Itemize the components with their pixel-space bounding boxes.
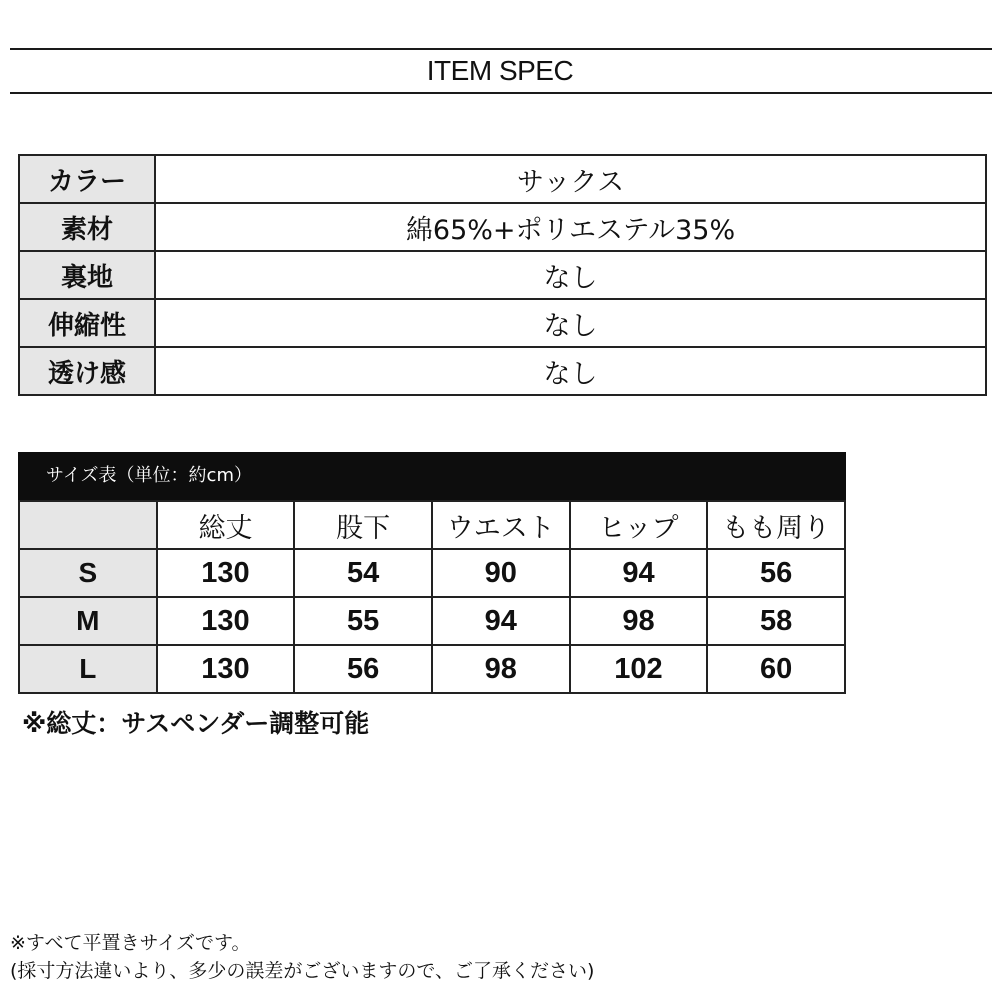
spec-row-material (19, 203, 986, 251)
size-table-column-header-row (19, 501, 845, 549)
size-value: 56 (707, 549, 845, 597)
size-table-corner-cell (19, 501, 157, 549)
column-header: 股下 (294, 501, 432, 549)
size-value: 54 (294, 549, 432, 597)
size-value: 94 (570, 549, 708, 597)
size-value: 94 (432, 597, 570, 645)
size-value: 55 (294, 597, 432, 645)
item-spec-table (18, 154, 987, 396)
column-header: もも周り (707, 501, 845, 549)
spec-value: なし (155, 251, 986, 299)
page-title: ITEM SPEC (426, 55, 574, 86)
size-value: 130 (157, 549, 295, 597)
column-header: 総丈 (157, 501, 295, 549)
size-value: 102 (570, 645, 708, 693)
size-label: L (19, 645, 157, 693)
spec-value: なし (155, 347, 986, 395)
size-value: 56 (294, 645, 432, 693)
spec-row-stretch (19, 299, 986, 347)
spec-label: 裏地 (19, 251, 155, 299)
size-label: M (19, 597, 157, 645)
column-header: ヒップ (570, 501, 708, 549)
size-value: 130 (157, 597, 295, 645)
size-value: 130 (157, 645, 295, 693)
size-value: 60 (707, 645, 845, 693)
spec-label: 素材 (19, 203, 155, 251)
size-value: 98 (432, 645, 570, 693)
spec-label: 透け感 (19, 347, 155, 395)
size-note: ※総丈：サスペンダー調整可能 (22, 709, 370, 738)
size-value: 90 (432, 549, 570, 597)
size-value: 58 (707, 597, 845, 645)
size-row-l (19, 645, 845, 693)
spec-row-lining (19, 251, 986, 299)
size-table-header: サイズ表（単位：約cm） (18, 452, 846, 500)
spec-row-color (19, 155, 986, 203)
title-bottom-rule (10, 92, 992, 94)
spec-label: カラー (19, 155, 155, 203)
spec-row-sheerness (19, 347, 986, 395)
spec-label: 伸縮性 (19, 299, 155, 347)
column-header: ウエスト (432, 501, 570, 549)
size-table (18, 500, 846, 694)
size-row-m (19, 597, 845, 645)
size-label: S (19, 549, 157, 597)
spec-value: なし (155, 299, 986, 347)
footnote-measurement-error: (採寸方法違いより、多少の誤差がございますので、ご了承ください) (10, 960, 595, 982)
size-value: 98 (570, 597, 708, 645)
spec-value: サックス (155, 155, 986, 203)
title-top-rule (10, 48, 992, 50)
size-row-s (19, 549, 845, 597)
footnote-flat-measurement: ※すべて平置きサイズです。 (10, 932, 251, 954)
spec-value: 綿65%+ポリエステル35% (155, 203, 986, 251)
